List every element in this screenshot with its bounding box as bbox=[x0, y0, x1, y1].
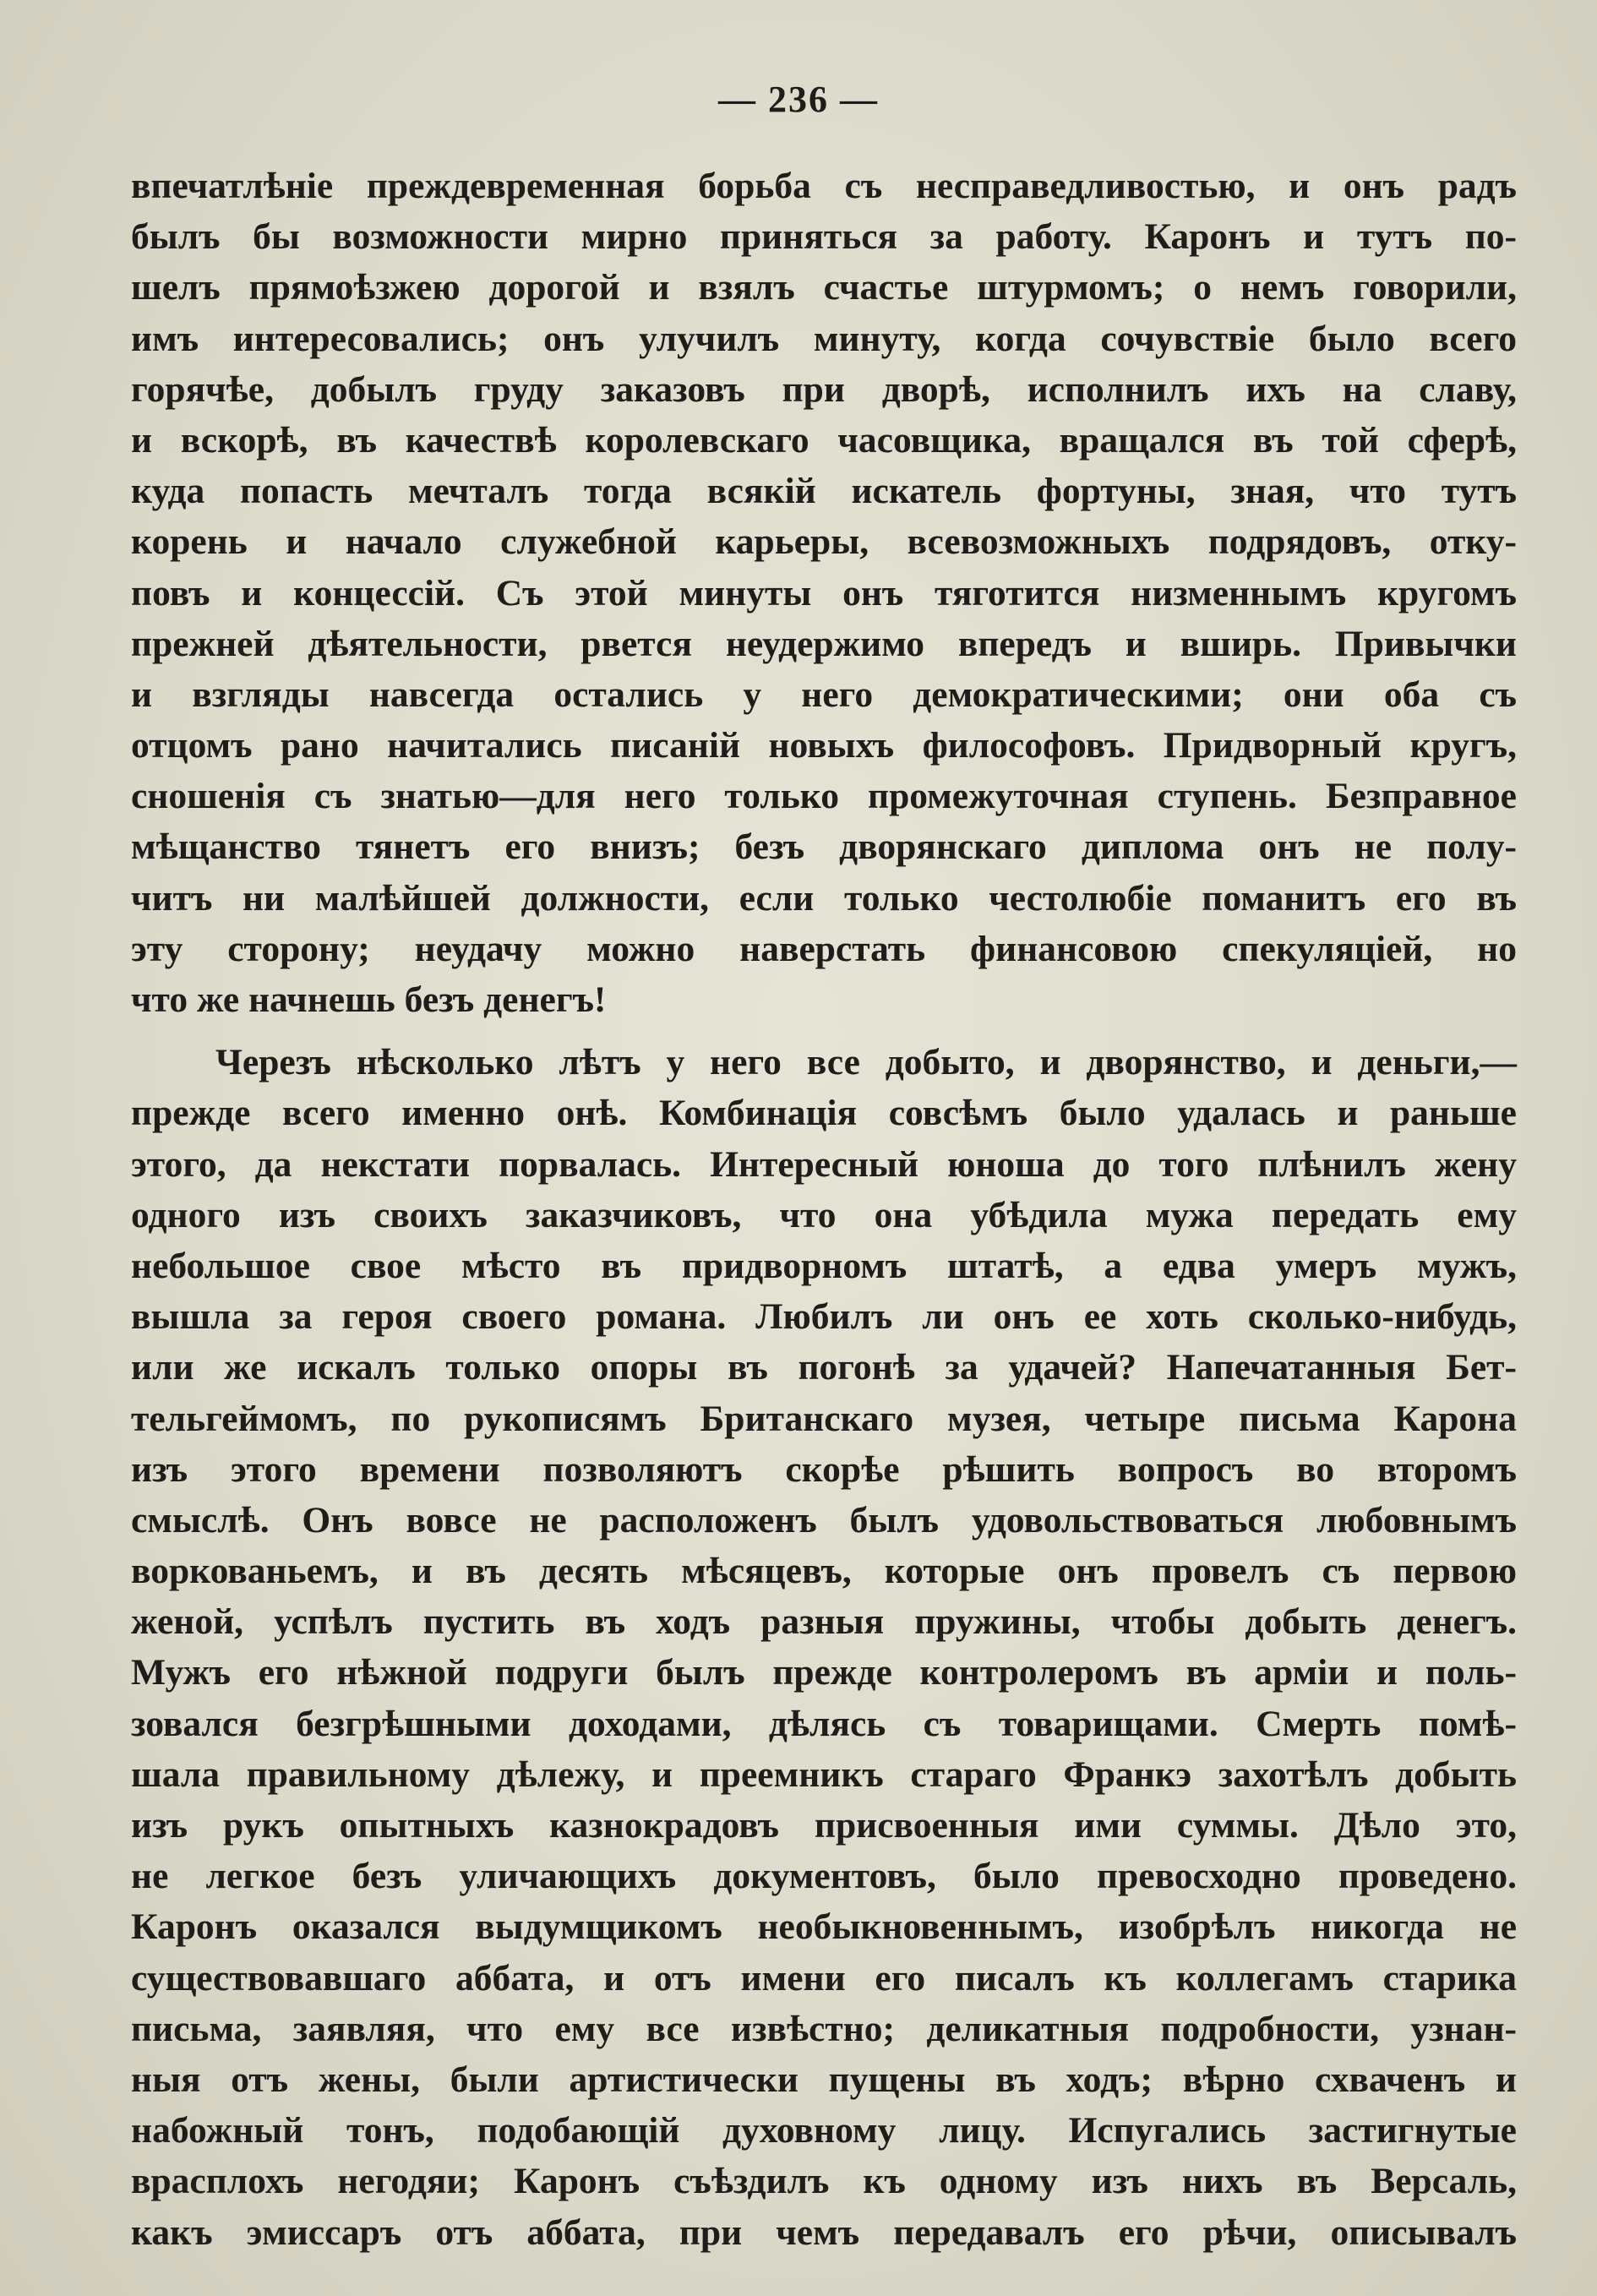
text-line: и вскорѣ, въ качествѣ королевскаго часовщика, вращался въ той сферѣ, bbox=[131, 419, 1517, 461]
text-line: женой, успѣлъ пустить въ ходъ разныя пружины, чтобы добыть денегъ. bbox=[131, 1601, 1517, 1643]
text-line: шала правильному дѣлежу, и преемникъ стараго Франкэ захотѣлъ добыть bbox=[131, 1753, 1517, 1795]
text-line: шелъ прямоѣзжею дорогой и взялъ счастье штурмомъ; о немъ говорили, bbox=[131, 267, 1517, 308]
text-line: куда попасть мечталъ тогда всякій искатель фортуны, зная, что тутъ bbox=[131, 471, 1517, 512]
text-line: прежней дѣятельности, рвется неудержимо впередъ и вширь. Привычки bbox=[131, 623, 1517, 664]
text-line: прежде всего именно онѣ. Комбинація совсѣмъ было удалась и раньше bbox=[131, 1093, 1517, 1134]
page-number: — 236 — bbox=[718, 79, 879, 120]
text-line: и взгляды навсегда остались у него демократическими; они оба съ bbox=[131, 674, 1517, 715]
text-line: Мужъ его нѣжной подруги былъ прежде контролеромъ въ арміи и поль- bbox=[131, 1652, 1517, 1693]
text-line: Каронъ оказался выдумщикомъ необыкновеннымъ, изобрѣлъ никогда не bbox=[131, 1906, 1517, 1948]
paragraph-2 bbox=[131, 1037, 1517, 2258]
text-line: не легкое безъ уличающихъ документовъ, было превосходно проведено. bbox=[131, 1856, 1517, 1897]
text-line: Черезъ нѣсколько лѣтъ у него все добыто, и дворянство, и деньги,— bbox=[215, 1042, 1517, 1083]
text-line: ныя отъ жены, были артистически пущены въ ходъ; вѣрно схваченъ и bbox=[131, 2059, 1517, 2100]
text-line: имъ интересовались; онъ улучилъ минуту, когда сочувствіе было всего bbox=[131, 318, 1517, 359]
text-line: изъ рукъ опытныхъ казнокрадовъ присвоенныя ими суммы. Дѣло это, bbox=[131, 1805, 1517, 1846]
body-text bbox=[131, 161, 1517, 2258]
text-line: мѣщанство тянетъ его внизъ; безъ дворянскаго диплома онъ не полу- bbox=[131, 826, 1517, 868]
paragraph-1 bbox=[131, 161, 1517, 1025]
text-line: изъ этого времени позволяютъ скорѣе рѣшить вопросъ во второмъ bbox=[131, 1448, 1517, 1490]
text-line: небольшое свое мѣсто въ придворномъ штатѣ, а едва умеръ мужъ, bbox=[131, 1245, 1517, 1286]
text-line: былъ бы возможности мирно приняться за работу. Каронъ и тутъ по- bbox=[131, 216, 1517, 258]
text-line: воркованьемъ, и въ десять мѣсяцевъ, которые онъ провелъ съ первою bbox=[131, 1551, 1517, 1592]
text-line: этого, да некстати порвалась. Интересный юноша до того плѣнилъ жену bbox=[131, 1143, 1517, 1185]
text-line: горячѣе, добылъ груду заказовъ при дворѣ, исполнилъ ихъ на славу, bbox=[131, 368, 1517, 410]
text-line: впечатлѣніе преждевременная борьба съ несправедливостью, и онъ радъ bbox=[131, 166, 1517, 206]
text-line: какъ эмиссаръ отъ аббата, при чемъ передавалъ его рѣчи, описывалъ bbox=[131, 2211, 1517, 2253]
text-line: зовался безгрѣшными доходами, дѣлясь съ товарищами. Смерть помѣ- bbox=[131, 1703, 1517, 1744]
text-line: тельгеймомъ, по рукописямъ Британскаго музея, четыре письма Карона bbox=[131, 1398, 1517, 1439]
text-line: врасплохъ негодяи; Каронъ съѣздилъ къ одному изъ нихъ въ Версаль, bbox=[131, 2161, 1517, 2202]
text-line: вышла за героя своего романа. Любилъ ли онъ ее хоть сколько-нибудь, bbox=[131, 1296, 1517, 1338]
text-line: повъ и концессій. Съ этой минуты онъ тяготится низменнымъ кругомъ bbox=[131, 572, 1517, 614]
text-line: эту сторону; неудачу можно наверстать финансовою спекуляціей, но bbox=[131, 928, 1517, 969]
text-line: смыслѣ. Онъ вовсе не расположенъ былъ удовольствоваться любовнымъ bbox=[131, 1499, 1517, 1541]
text-line: письма, заявляя, что ему все извѣстно; деликатныя подробности, узнан- bbox=[131, 2008, 1517, 2049]
text-line: читъ ни малѣйшей должности, если только честолюбіе поманитъ его въ bbox=[131, 877, 1517, 919]
text-line: что же начнешь безъ денегъ! bbox=[131, 979, 607, 1020]
text-line: отцомъ рано начитались писаній новыхъ философовъ. Придворный кругъ, bbox=[131, 725, 1517, 766]
text-line: сношенія съ знатью—для него только промежуточная ступень. Безправное bbox=[131, 776, 1517, 817]
text-line: корень и начало служебной карьеры, всевозможныхъ подрядовъ, отку- bbox=[131, 521, 1517, 563]
text-line: набожный тонъ, подобающій духовному лицу. Испугались застигнутые bbox=[131, 2110, 1517, 2151]
text-line: существовавшаго аббата, и отъ имени его писалъ къ коллегамъ старика bbox=[131, 1957, 1517, 1999]
text-line: одного изъ своихъ заказчиковъ, что она убѣдила мужа передать ему bbox=[131, 1194, 1517, 1235]
paragraph-gap bbox=[131, 1025, 1517, 1037]
text-line: или же искалъ только опоры въ погонѣ за удачей? Напечатанныя Бет- bbox=[131, 1347, 1517, 1388]
